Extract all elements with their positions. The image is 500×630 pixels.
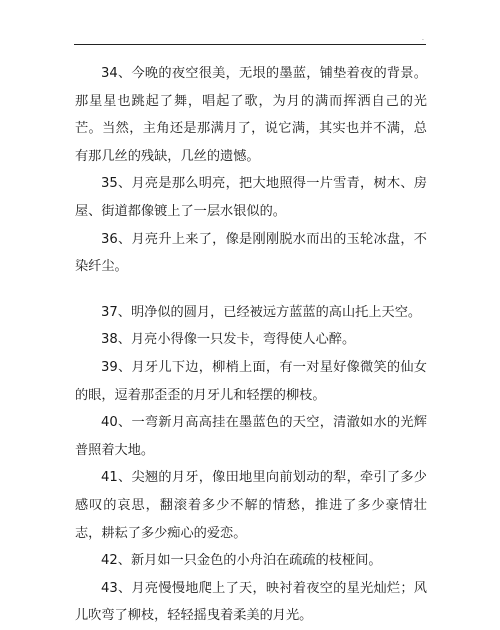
paragraph-36: 36、月亮升上来了，像是刚刚脱水而出的玉轮冰盘，不染纤尘。 bbox=[75, 231, 427, 275]
paragraph-41: 41、尖翘的月牙，像田地里向前划动的犁，牵引了多少感叹的哀思，翻滚着多少不解的情愁，推进了多少豪情壮志，耕耘了多少痴心的爱恋。 bbox=[75, 470, 427, 541]
paragraph-39: 39、月牙儿下边，柳梢上面，有一对星好像微笑的仙女的眼，逗着那歪歪的月牙儿和轻摆的柳枝。 bbox=[75, 359, 427, 403]
paragraph-35: 35、月亮是那么明亮，把大地照得一片雪青，树木、房屋、街道都像镀上了一层水银似的。 bbox=[75, 176, 427, 219]
header-rule bbox=[74, 44, 426, 45]
paragraph-37: 37、明净似的圆月，已经被远方蓝蓝的高山托上天空。 bbox=[101, 304, 422, 320]
paragraph-43: 43、月亮慢慢地爬上了天，映衬着夜空的星光灿烂；风儿吹弯了柳枝，轻轻摇曳着柔美的月光。 bbox=[75, 580, 427, 624]
paragraph-40: 40、一弯新月高高挂在墨蓝色的天空，清澈如水的光辉普照着大地。 bbox=[75, 415, 427, 458]
paragraph-42: 42、新月如一只金色的小舟泊在疏疏的枝桠间。 bbox=[101, 553, 382, 569]
paragraph-38: 38、月亮小得像一只发卡，弯得使人心醉。 bbox=[101, 332, 356, 348]
article-body bbox=[75, 60, 427, 630]
paragraph-34: 34、今晚的夜空很美，无垠的墨蓝，铺垫着夜的背景。那星星也跳起了舞，唱起了歌，为月的满而挥洒自己的光芒。当然，主角还是那满月了，说它满，其实也并不满，总有那几丝的残缺，几丝的遗憾。 bbox=[75, 66, 427, 164]
paragraph-gap bbox=[75, 281, 427, 299]
corner-mark: . bbox=[422, 35, 424, 42]
